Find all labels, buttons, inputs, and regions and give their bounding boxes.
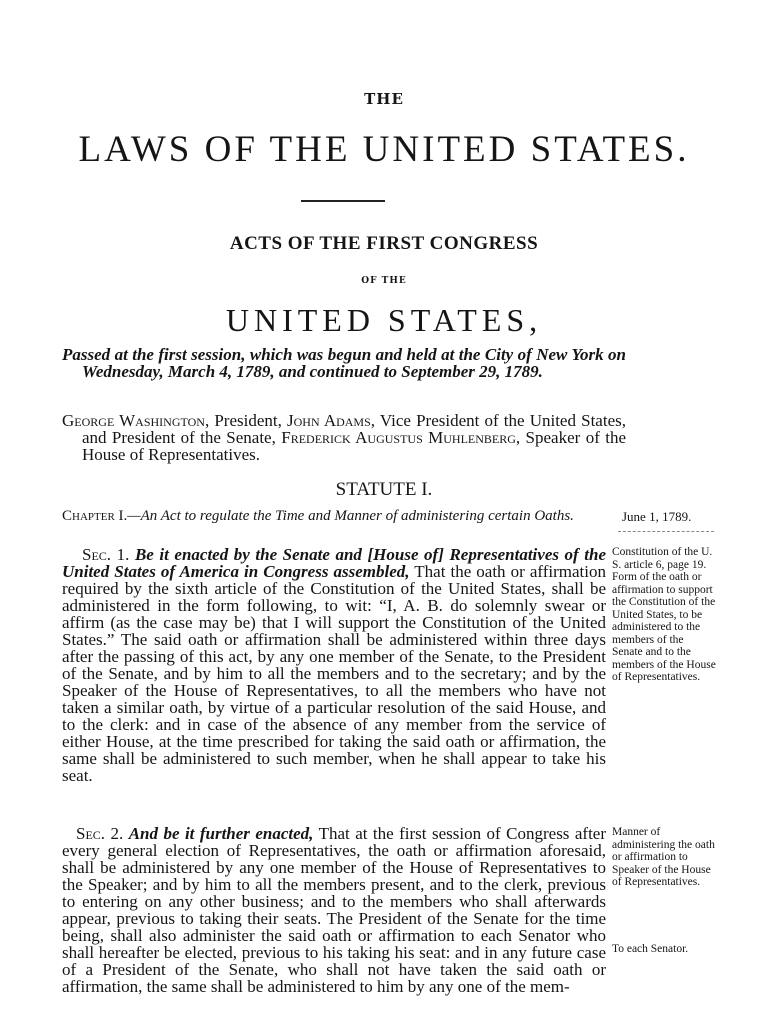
acts-heading: ACTS OF THE FIRST CONGRESS [229, 233, 539, 254]
section-label: Sec. 2. [76, 824, 124, 843]
section-label: Sec. 1. [82, 545, 130, 564]
officers-paragraph [62, 412, 626, 463]
section-1 [62, 546, 606, 784]
margin-note-speaker: Manner of administering the oath or affirmation to Speaker of the House of Representatives. [612, 826, 715, 888]
chapter-title: —An Act to regulate the Time and Manner of administering certain Oaths. [127, 508, 574, 524]
margin-note-oath-form: Constitution of the U. S. article 6, page 19. Form of the oath or affirmation to support the Constitution of the United States, to be administered to the members of the Senate and to the members of the House of Representatives. [612, 546, 716, 683]
section-2 [62, 825, 606, 995]
enacting-clause: And be it further enacted, [128, 824, 314, 843]
section-text: That the oath or affirmation required by the sixth article of the Constitution of the United States, shall be administered in the form following, to wit: “I, A. B. do solemnly swear or affirm (as the case may be) that I will support the Constitution of the United States.” The said oath or affirmation shall be administered within three days after the passing of this act, by any one member of the Senate, to the President of the Senate, and by him to all the members and to the secretary; and by the Speaker of the House of Representatives, to all the members who have not taken a similar oath, by virtue of a particular resolution of the said House, and to the clerk: and in case of the absence of any member from the service of either House, at the time prescribed for taking the said oath or affirmation, the same shall be administered to such member, when he shall appear to take his seat. [62, 562, 606, 785]
session-statement: Passed at the first session, which was begun and held at the City of New York on Wednesday, March 4, 1789, and continued to September 29, 1789. [62, 345, 626, 381]
margin-divider [618, 531, 714, 532]
chapter-heading [62, 508, 614, 525]
officer-text: , Vice President of the United States, and President of the Senate, [82, 411, 626, 447]
united-states-heading: UNITED STATES, [225, 302, 543, 338]
title-divider [301, 200, 385, 202]
chapter-label: Chapter I. [62, 508, 128, 524]
enacting-clause: Be it enacted by the Senate and [House of] Representatives of the United States of America in Congress assembled, [62, 545, 606, 581]
officer-name-muhlenberg: Frederick Augustus Muhlenberg [281, 428, 516, 447]
officer-text: , Speaker of the House of Representatives. [82, 428, 627, 464]
margin-note-senator: To each Senator. [612, 943, 689, 955]
statute-heading: STATUTE I. [335, 479, 433, 500]
of-the-heading: OF THE [361, 276, 407, 286]
main-title: LAWS OF THE UNITED STATES. [78, 129, 690, 170]
margin-date: June 1, 1789. [622, 509, 692, 524]
section-text: That at the first session of Congress after every general election of Representatives, the oath or affirmation aforesaid, shall be administered by any one member of the House of Representatives to the Speaker; and by him to all the members present, and to the clerk, previous to entering on any other business; and to the members who shall afterwards appear, previous to taking their seats. The President of the Senate for the time being, shall also administer the said oath or affirmation to each Senator who shall hereafter be elected, previous to his taking his seat: and in any future case of a President of the Senate, who shall not have taken the said oath or affirmation, the same shall be administered to him by any one of the mem- [62, 824, 607, 996]
heading-the: THE [364, 90, 404, 108]
officer-name-adams: John Adams [287, 411, 371, 430]
officer-text: , President, [204, 411, 287, 430]
officer-name-washington: George Washington [62, 411, 205, 430]
